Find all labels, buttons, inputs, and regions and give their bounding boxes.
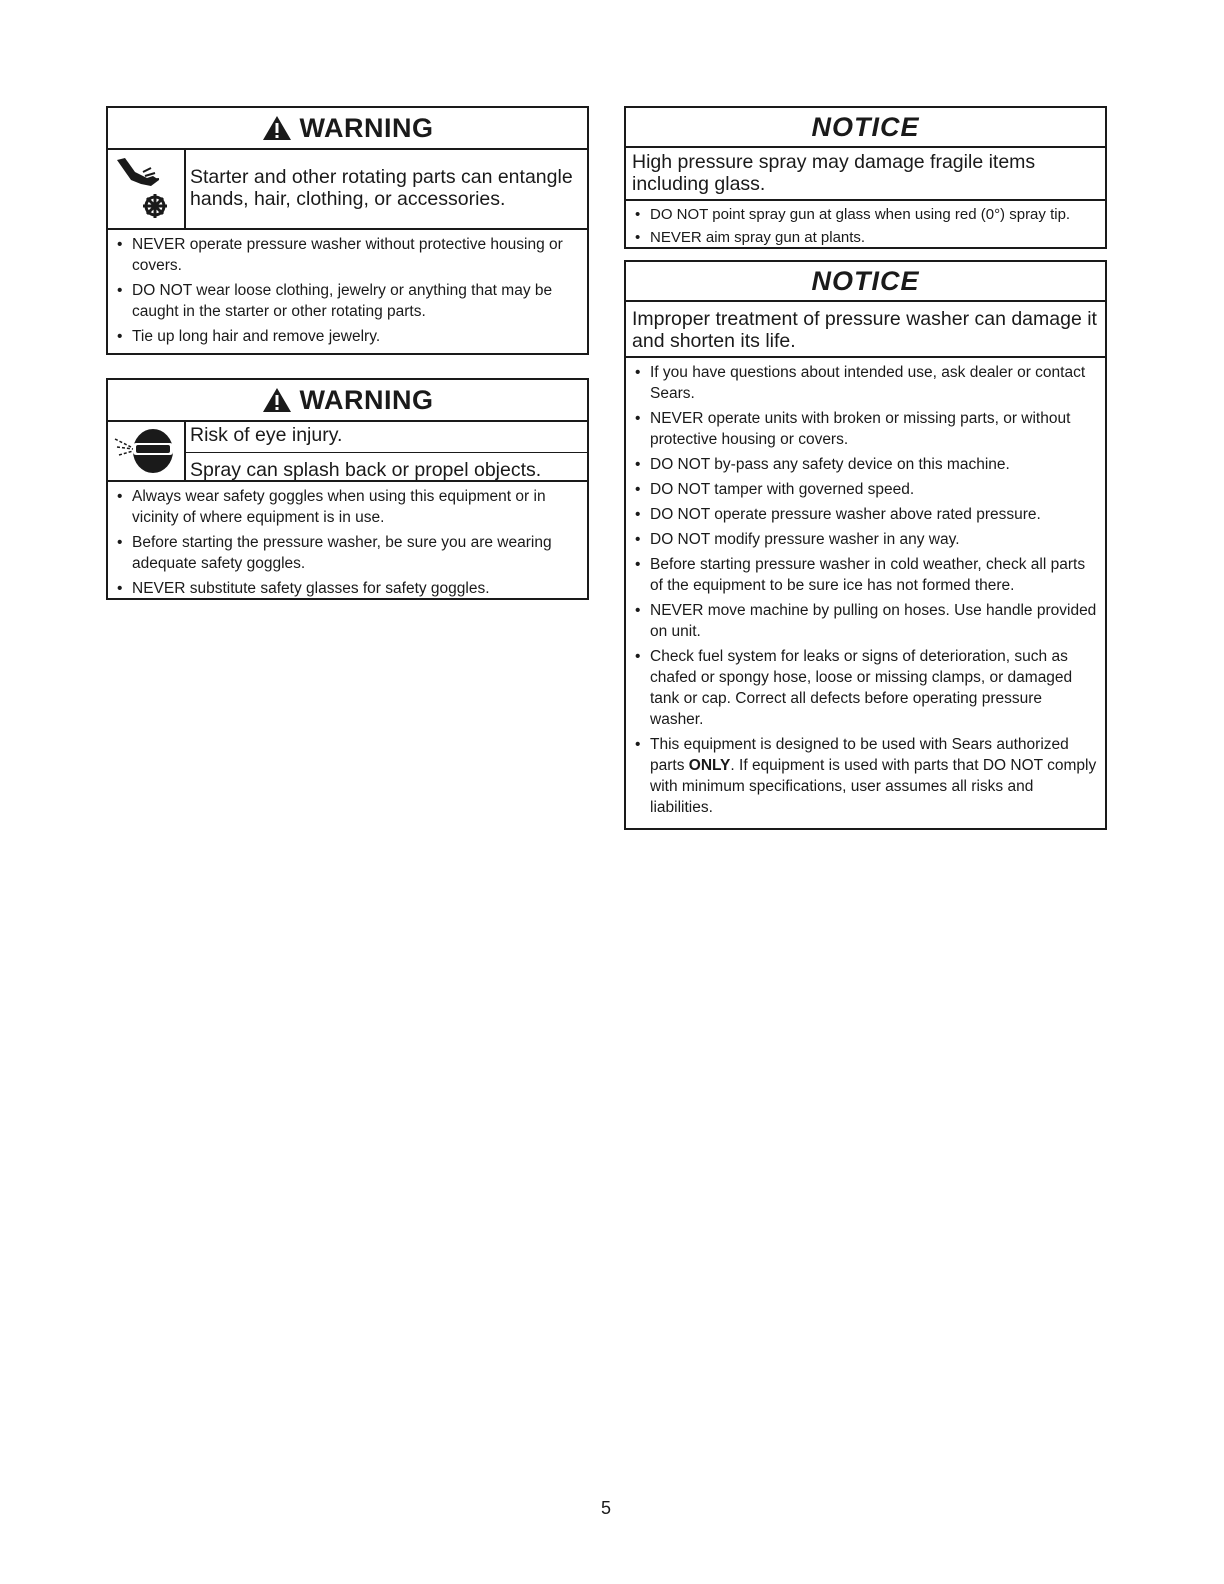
list-item: • DO NOT by-pass any safety device on this machine. [632, 454, 1099, 475]
list-item: • Check fuel system for leaks or signs of deterioration, such as chafed or spongy hose, loose or missing clamps, or damaged tank or cap. Correct all defects before operating pressure washer. [632, 646, 1099, 730]
bullet-text-bold: ONLY [688, 757, 731, 774]
list-item: • Always wear safety goggles when using this equipment or in vicinity of where equipment is in use. [114, 486, 581, 528]
notice-title: NOTICE [811, 111, 920, 142]
warning-title: WARNING [299, 384, 434, 415]
warning-entanglement-box [106, 106, 589, 355]
list-item: • NEVER operate units with broken or missing parts, or without protective housing or covers. [632, 408, 1099, 450]
hazard-row [108, 422, 587, 482]
notice-intro: High pressure spray may damage fragile items including glass. [626, 148, 1105, 201]
entanglement-hazard-icon [108, 150, 186, 228]
list-item: • NEVER move machine by pulling on hoses. Use handle provided on unit. [632, 600, 1099, 642]
list-item: • Before starting the pressure washer, be sure you are wearing adequate safety goggles. [114, 532, 581, 574]
bullet-text-post: . If equipment is used with parts that DO NOT comply with minimum specifications, user assumes all risks and liabilities. [650, 757, 1097, 816]
warning-header [108, 108, 587, 150]
warning-eye-injury-box [106, 378, 589, 600]
warning-triangle-icon [262, 115, 292, 141]
page-number: 5 [600, 1498, 611, 1518]
list-item: • DO NOT tamper with governed speed. [632, 479, 1099, 500]
notice-header [626, 108, 1105, 148]
hazard-row [108, 150, 587, 230]
list-item: • DO NOT operate pressure washer above rated pressure. [632, 504, 1099, 525]
list-item: • DO NOT modify pressure washer in any way. [632, 529, 1099, 550]
list-item: • DO NOT wear loose clothing, jewelry or anything that may be caught in the starter or other rotating parts. [114, 280, 581, 322]
notice-improper-treatment-box [624, 260, 1107, 830]
list-item [632, 734, 1099, 818]
hazard-line-1: Risk of eye injury. [190, 424, 343, 446]
list-item: • NEVER operate pressure washer without protective housing or covers. [114, 234, 581, 276]
list-item: • Before starting pressure washer in cold weather, check all parts of the equipment to be sure ice has not formed there. [632, 554, 1099, 596]
bullet-text-pre: This equipment is designed to be used with Sears authorized parts [650, 736, 1069, 774]
list-item: • Tie up long hair and remove jewelry. [114, 326, 581, 347]
list-item: • If you have questions about intended use, ask dealer or contact Sears. [632, 362, 1099, 404]
warning2-bullet-list [108, 482, 587, 609]
hazard-description: Starter and other rotating parts can entangle hands, hair, clothing, or accessories. [190, 166, 573, 210]
warning-header [108, 380, 587, 422]
notice-intro: Improper treatment of pressure washer can damage it and shorten its life. [626, 302, 1105, 358]
list-item: • DO NOT point spray gun at glass when using red (0°) spray tip. [632, 204, 1099, 225]
warning-title: WARNING [299, 112, 434, 143]
list-item: • NEVER aim spray gun at plants. [632, 227, 1099, 248]
notice-glass-box [624, 106, 1107, 249]
hazard-line-2: Spray can splash back or propel objects. [186, 452, 587, 483]
list-item: • NEVER substitute safety glasses for safety goggles. [114, 578, 581, 599]
notice1-bullet-list [626, 201, 1105, 256]
eye-protection-goggles-icon [108, 422, 186, 480]
notice2-bullet-list [626, 358, 1105, 828]
notice-title: NOTICE [811, 265, 920, 296]
warning1-bullet-list [108, 230, 587, 357]
notice-header [626, 262, 1105, 302]
warning-triangle-icon [262, 387, 292, 413]
